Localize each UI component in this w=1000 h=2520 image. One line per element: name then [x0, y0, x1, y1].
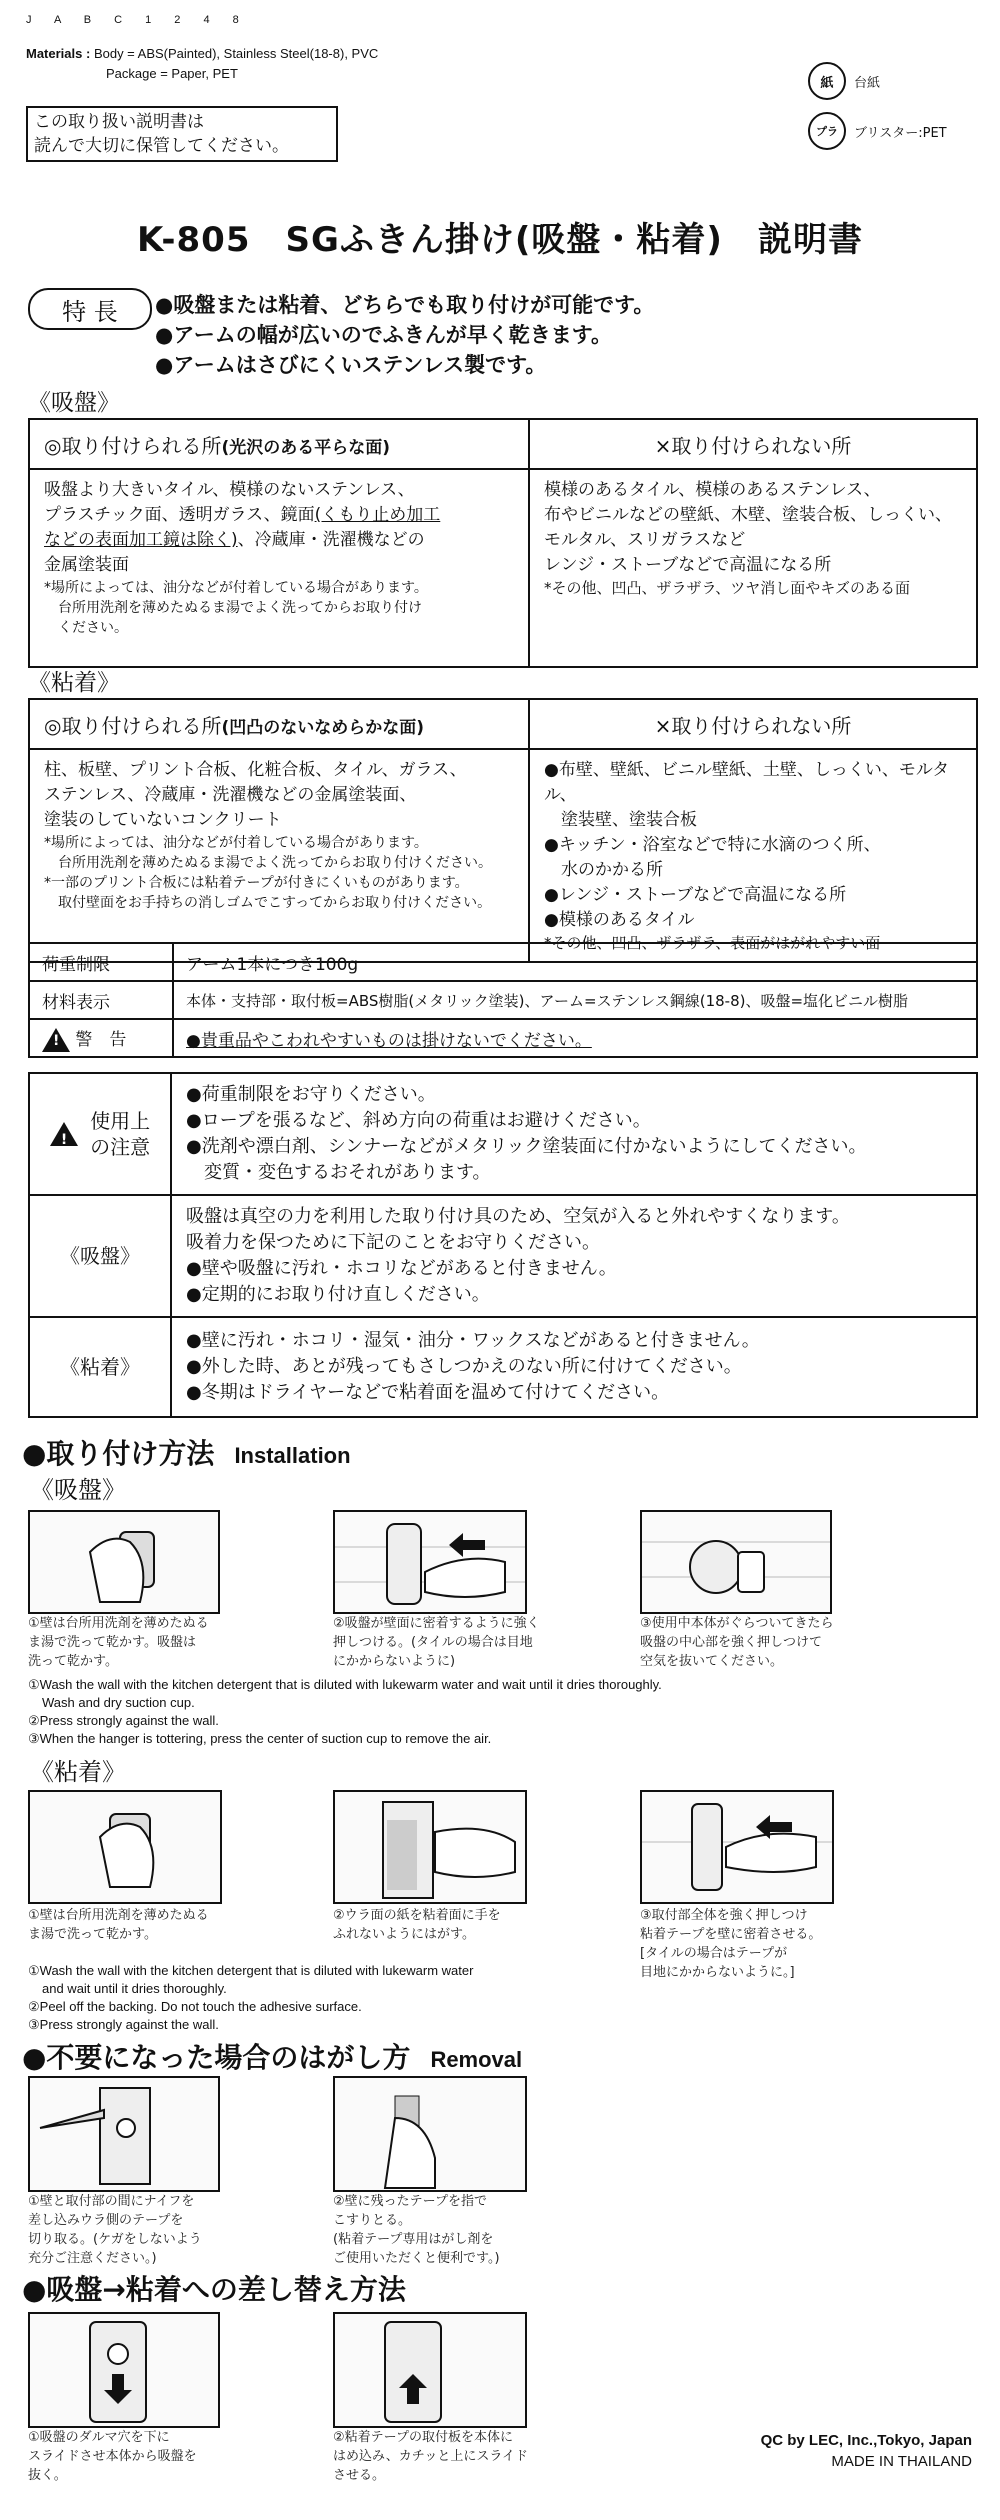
load-limit-value: アーム1本につき100g [173, 943, 977, 981]
keep-line2: 読んで大切に保管してください。 [34, 136, 289, 156]
suction-caution-line: 吸盤は真空の力を利用した取り付け具のため、空気が入ると外れやすくなります。 [186, 1206, 850, 1227]
materials-line1: Body = ABS(Painted), Stainless Steel(18-8), PVC [93, 46, 379, 61]
warning-icon [42, 1028, 70, 1052]
slide-down-icon [30, 2314, 218, 2426]
suction-ok-text: プラスチック面、透明ガラス、鏡面 [44, 505, 315, 525]
suction-caution-label: 《吸盤》 [29, 1195, 171, 1317]
illustration-knife-cut [28, 2076, 220, 2192]
materials-line2: Package = Paper, PET [106, 66, 238, 81]
adhesive-caution-line: ●外した時、あとが残ってもさしつかえのない所に付けてください。 [186, 1356, 742, 1377]
suction-en-step: ①Wash the wall with the kitchen detergent that is diluted with lukewarm water and wait until it dries thoroughly. [28, 1677, 662, 1692]
suction-ng-line: 模様のあるタイル、模様のあるステンレス、 [544, 480, 881, 500]
adhesive-caution-line [186, 1380, 962, 1406]
install-heading-en: Installation [234, 1443, 351, 1468]
materials-label: Materials : [26, 46, 91, 61]
suction-ng-note: *その他、凹凸、ザラザラ、ツヤ消し面やキズのある面 [544, 579, 911, 597]
suction-caution-line: ●定期的にお取り付け直しください。 [186, 1284, 490, 1305]
adhesive-ok-line: ステンレス、冷蔵庫・洗濯機などの金属塗装面、 [44, 785, 417, 805]
adhesive-caution-text-3: ●冬期はドライヤーなどで粘着面を温めて付けてください。 [186, 1382, 670, 1403]
suction-ng-line: レンジ・ストーブなどで高温になる所 [544, 555, 832, 575]
adhesive-ok-note: *場所によっては、油分などが付着している場合があります。 [44, 835, 428, 851]
adhesive-ok-note: 取付壁面をお手持ちの消しゴムでこすってからお取り付けください。 [58, 895, 492, 911]
adhesive-step1-caption: ①壁は台所用洗剤を薄めたぬる ま湯で洗って乾かす。 [28, 1908, 209, 1942]
adhesive-ng-line: 塗装壁、塗装合板 [544, 810, 697, 830]
suction-ng-line: モルタル、スリガラスなど [544, 530, 746, 550]
adhesive-ng-line: ●レンジ・ストーブなどで高温になる所 [544, 885, 847, 905]
recycle-marks [808, 62, 978, 162]
switch-heading: ●吸盤→粘着への差し替え方法 [22, 2273, 406, 2306]
adhesive-table [28, 698, 978, 963]
recycle-plastic-row [808, 112, 978, 150]
illustration-attach-plate [333, 2312, 527, 2428]
suction-step3-caption: ③使用中本体がぐらついてきたら 吸盤の中心部を強く押しつけて 空気を抜いてください。 [640, 1616, 834, 1669]
illustration-rub-tape [333, 2076, 527, 2192]
adhesive-caution-text [171, 1317, 977, 1417]
suction-step2-caption: ②吸盤が壁面に密着するように強く 押しつける。(タイルの場合は目地 にかからないように) [333, 1616, 540, 1669]
usage-label-line: 使用上 [90, 1109, 151, 1133]
suction-ok-line [44, 503, 514, 528]
suction-ng-body [529, 469, 977, 667]
suction-ok-header [29, 419, 529, 469]
feature-item: ●アームはさびにくいステンレス製です。 [155, 353, 547, 377]
adhesive-section-title: 《粘着》 [28, 670, 120, 696]
suction-ok-underlined: などの表面加工鏡は除く) [44, 530, 238, 550]
adhesive-ng-line: 水のかかる所 [544, 860, 663, 880]
suction-caution-text [171, 1195, 977, 1317]
adhesive-ok-header-text: ◎取り付けられる所 [44, 713, 222, 738]
adhesive-ok-note: *一部のプリント合板には粘着テープが付きにくいものがあります。 [44, 875, 469, 891]
illustration-remove-air [640, 1510, 832, 1614]
footer-made: MADE IN THAILAND [831, 2453, 972, 2470]
suction-ok-note: 台所用洗剤を薄めたぬるま湯でよく洗ってからお取り付け [58, 600, 422, 616]
illustration-press-suction [333, 1510, 527, 1614]
adhesive-ok-note: 台所用洗剤を薄めたぬるま湯でよく洗ってからお取り付けください。 [58, 855, 492, 871]
suction-caution-line: ●壁や吸盤に汚れ・ホコリなどがあると付きません。 [186, 1258, 617, 1279]
load-limit-label: 荷重制限 [29, 943, 173, 981]
switch-step2-caption: ②粘着テープの取付板を本体に はめ込み、カチッと上にスライド させる。 [333, 2430, 529, 2483]
removal-step2-caption: ②壁に残ったテープを指で こすりとる。 (粘着テープ専用はがし剤を ご使用いただくと便利です。) [333, 2194, 500, 2266]
removal-heading-en: Removal [430, 2047, 523, 2072]
hanger-suction-icon [642, 1512, 830, 1612]
suction-ok-underlined: (くもり止め加工 [314, 505, 441, 525]
suction-section-title: 《吸盤》 [28, 390, 120, 416]
suction-step1-caption: ①壁は台所用洗剤を薄めたぬる ま湯で洗って乾かす。吸盤は 洗って乾かす。 [28, 1616, 209, 1669]
illustration-peel-backing [333, 1790, 527, 1904]
spec-table [28, 942, 978, 1058]
material-value: 本体・支持部・取付板=ABS樹脂(メタリック塗装)、アーム=ステンレス鋼線(18-8)、吸盤=塩化ビニル樹脂 [173, 981, 977, 1019]
removal-step1-caption: ①壁と取付部の間にナイフを 差し込みウラ側のテープを 切り取る。(ケガをしないよう 充分ご注意ください。) [28, 2194, 202, 2266]
adhesive-ok-body [29, 749, 529, 962]
adhesive-en-step: ①Wash the wall with the kitchen detergent that is diluted with lukewarm water [28, 1963, 474, 1978]
suction-en-step: ②Press strongly against the wall. [28, 1713, 219, 1728]
warning-text: ●貴重品やこわれやすいものは掛けないでください。 [186, 1030, 592, 1051]
materials-info [26, 44, 378, 84]
press-hand-icon [642, 1792, 832, 1902]
knife-icon [30, 2078, 218, 2190]
press-hand-icon [335, 1512, 525, 1612]
usage-caution-text [171, 1073, 977, 1195]
suction-ng-header: ×取り付けられない所 [529, 419, 977, 469]
recycle-paper-label: 台紙 [854, 75, 881, 91]
adhesive-english-steps [28, 1962, 978, 2034]
usage-caution-label [29, 1073, 171, 1195]
keep-manual-notice [26, 106, 338, 162]
suction-ng-line: 布やビニルなどの壁紙、木壁、塗装合板、しっくい、 [544, 505, 952, 525]
slide-up-icon [335, 2314, 525, 2426]
suction-ok-header-text: ◎取り付けられる所 [44, 433, 222, 458]
install-suction-title: 《吸盤》 [30, 1476, 126, 1504]
adhesive-ok-line: 柱、板壁、プリント合板、化粧合板、タイル、ガラス、 [44, 760, 467, 780]
page-title: K-805 SGふきん掛け(吸盤・粘着) 説明書 [137, 220, 863, 260]
install-heading-jp: ●取り付け方法 [22, 1437, 215, 1470]
adhesive-en-step: ③Press strongly against the wall. [28, 2017, 219, 2032]
usage-line: ●洗剤や漂白剤、シンナーなどがメタリック塗装面に付かないようにしてください。 [186, 1136, 867, 1157]
adhesive-ok-header [29, 699, 529, 749]
paper-recycle-icon: 紙 [808, 62, 846, 100]
removal-heading [22, 2036, 522, 2076]
adhesive-en-step: ②Peel off the backing. Do not touch the adhesive surface. [28, 1999, 362, 2014]
warning-label-cell [29, 1019, 173, 1057]
adhesive-ng-body [529, 749, 977, 962]
suction-ok-note: *場所によっては、油分などが付着している場合があります。 [44, 580, 428, 596]
adhesive-ng-header: ×取り付けられない所 [529, 699, 977, 749]
usage-line: ●ロープを張るなど、斜め方向の荷重はお避けください。 [186, 1110, 651, 1131]
suction-english-steps [28, 1676, 978, 1748]
feature-item: ●アームの幅が広いのでふきんが早く乾きます。 [155, 323, 613, 347]
recycle-plastic-label: ブリスター:PET [854, 125, 947, 141]
usage-line: 変質・変色するおそれがあります。 [186, 1162, 491, 1183]
material-label: 材料表示 [29, 981, 173, 1019]
suction-ok-header-sub: (光沢のある平らな面) [221, 437, 390, 458]
suction-ok-body [29, 469, 529, 667]
hand-cloth-icon [30, 1792, 220, 1902]
switch-step1-caption: ①吸盤のダルマ穴を下に スライドさせ本体から吸盤を 抜く。 [28, 2430, 197, 2483]
footer [761, 2432, 972, 2470]
adhesive-en-step: and wait until it dries thoroughly. [42, 1981, 227, 1996]
adhesive-ng-line: ●模様のあるタイル [544, 910, 695, 930]
footer-qc: QC by LEC, Inc.,Tokyo, Japan [760, 2432, 972, 2449]
keep-line1: この取り扱い説明書は [34, 112, 204, 132]
caution-table [28, 1072, 978, 1418]
usage-label-line: の注意 [90, 1135, 151, 1159]
suction-ok-text: 、冷蔵庫・洗濯機などの [237, 530, 425, 550]
usage-line: ●荷重制限をお守りください。 [186, 1084, 436, 1105]
illustration-wash-wall [28, 1510, 220, 1614]
suction-ok-note: ください。 [58, 620, 128, 636]
warning-value [173, 1019, 977, 1057]
suction-ok-line: 金属塗装面 [44, 555, 129, 575]
illustration-press-adhesive [640, 1790, 834, 1904]
plastic-recycle-icon: プラ [808, 112, 846, 150]
adhesive-caution-line: ●壁に汚れ・ホコリ・湿気・油分・ワックスなどがあると付きません。 [186, 1330, 760, 1351]
adhesive-ok-header-sub: (凹凸のないなめらかな面) [221, 717, 424, 738]
illustration-slide-suction [28, 2312, 220, 2428]
features-label: 特 長 [28, 288, 152, 330]
adhesive-step3-caption: ③取付部全体を強く押しつけ 粘着テープを壁に密着させる。 [タイルの場合はテープが 目地にかからないように。] [640, 1908, 822, 1980]
warning-label: 警 告 [75, 1029, 127, 1050]
illustration-adhesive-wash [28, 1790, 222, 1904]
adhesive-caution-label: 《粘着》 [29, 1317, 171, 1417]
caution-icon [50, 1122, 78, 1146]
adhesive-ng-note: *その他、凹凸、ザラザラ、表面がはがれやすい面 [544, 934, 881, 952]
adhesive-ng-line: ●布壁、壁紙、ビニル壁紙、土壁、しっくい、モルタル、 [544, 760, 950, 805]
suction-ok-line [44, 528, 514, 553]
hand-cloth-icon [30, 1512, 218, 1612]
adhesive-ok-line: 塗装のしていないコンクリート [44, 810, 282, 830]
finger-icon [335, 2078, 525, 2190]
install-heading [22, 1432, 351, 1472]
adhesive-step2-caption: ②ウラ面の紙を粘着面に手を ふれないようにはがす。 [333, 1908, 501, 1942]
suction-en-step: Wash and dry suction cup. [42, 1695, 195, 1710]
peel-hand-icon [335, 1792, 525, 1902]
suction-table [28, 418, 978, 668]
recycle-paper-row [808, 62, 978, 100]
adhesive-ng-line: ●キッチン・浴室などで特に水滴のつく所、 [544, 835, 881, 855]
suction-ok-line: 吸盤より大きいタイル、模様のないステンレス、 [44, 480, 415, 500]
install-adhesive-title: 《粘着》 [30, 1758, 126, 1786]
removal-heading-jp: ●不要になった場合のはがし方 [22, 2041, 411, 2074]
feature-item: ●吸盤または粘着、どちらでも取り付けが可能です。 [155, 293, 655, 317]
suction-caution-line: 吸着力を保つために下記のことをお守りください。 [186, 1232, 600, 1253]
features-list [155, 290, 654, 380]
suction-en-step: ③When the hanger is tottering, press the center of suction cup to remove the air. [28, 1731, 492, 1746]
serial-code: J A B C 1 2 4 8 [26, 14, 249, 26]
